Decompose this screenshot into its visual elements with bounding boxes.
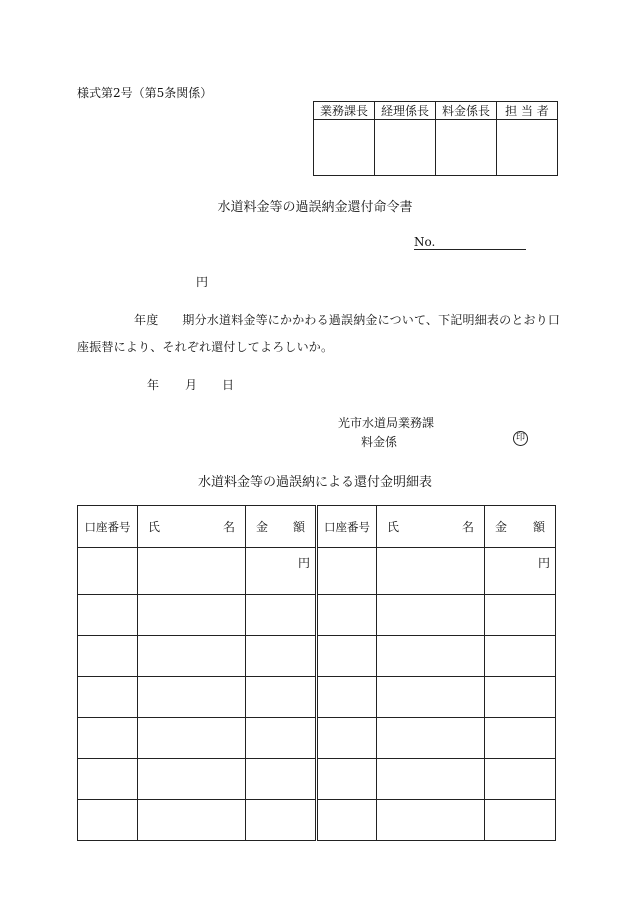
refund-detail-table: [77, 505, 556, 841]
name-cell[interactable]: [377, 548, 485, 595]
name-header-left: 氏: [387, 520, 400, 534]
table-row: [78, 636, 556, 677]
name-cell[interactable]: [138, 595, 246, 636]
amount-cell[interactable]: [246, 595, 317, 636]
account-number-cell[interactable]: [317, 718, 377, 759]
amount-header: [246, 506, 317, 548]
fiscal-year-label: 年度: [134, 313, 159, 327]
date-year-label: 年: [147, 378, 160, 392]
account-number-cell[interactable]: [317, 595, 377, 636]
amount-cell[interactable]: [246, 548, 317, 595]
name-cell[interactable]: [138, 636, 246, 677]
amount-cell[interactable]: [246, 677, 317, 718]
amount-cell[interactable]: [485, 636, 556, 677]
form-number: 様式第2号（第5条関係）: [77, 86, 213, 100]
amount-cell[interactable]: [485, 548, 556, 595]
document-number-field[interactable]: No.: [414, 236, 526, 250]
name-header-right: 名: [461, 520, 474, 534]
name-header: [377, 506, 485, 548]
table-row: [78, 718, 556, 759]
approval-box[interactable]: [314, 120, 375, 176]
name-header-left: 氏: [148, 520, 161, 534]
name-cell[interactable]: [377, 718, 485, 759]
account-number-header: 口座番号: [317, 506, 377, 548]
amount-cell[interactable]: [246, 636, 317, 677]
account-number-cell[interactable]: [78, 595, 138, 636]
name-header: [138, 506, 246, 548]
name-cell[interactable]: [138, 718, 246, 759]
amount-header: [485, 506, 556, 548]
name-cell[interactable]: [377, 800, 485, 841]
name-cell[interactable]: [138, 677, 246, 718]
approval-stamp-table: [313, 101, 558, 176]
name-header-right: 名: [222, 520, 235, 534]
account-number-cell[interactable]: [78, 548, 138, 595]
amount-header-left: 金: [256, 520, 269, 534]
sender-section: 料金係: [361, 435, 398, 449]
name-cell[interactable]: [138, 800, 246, 841]
name-cell[interactable]: [377, 759, 485, 800]
body-paragraph-line1: [134, 311, 560, 328]
amount-cell[interactable]: [246, 759, 317, 800]
sender-department: 光市水道局業務課: [338, 416, 435, 430]
account-number-cell[interactable]: [317, 800, 377, 841]
account-number-cell[interactable]: [317, 677, 377, 718]
account-number-cell[interactable]: [317, 548, 377, 595]
seal-mark-icon: 印: [513, 431, 528, 446]
approval-header-person-in-charge: 担 当 者: [497, 102, 558, 120]
approval-header-billing-chief: 料金係長: [436, 102, 497, 120]
table-row: [78, 548, 556, 595]
table-row: [78, 759, 556, 800]
name-cell[interactable]: [377, 677, 485, 718]
detail-header-row: [78, 506, 556, 548]
date-line: [147, 376, 234, 393]
approval-box[interactable]: [375, 120, 436, 176]
amount-cell[interactable]: [485, 718, 556, 759]
name-cell[interactable]: [138, 548, 246, 595]
detail-table-title: 水道料金等の過誤納による還付金明細表: [197, 475, 432, 490]
total-amount-unit: 円: [196, 275, 209, 289]
date-day-label: 日: [222, 378, 235, 392]
amount-cell[interactable]: [246, 800, 317, 841]
body-line1-text: 期分水道料金等にかかわる過誤納金について、下記明細表のとおり口: [182, 313, 561, 327]
name-cell[interactable]: [138, 759, 246, 800]
account-number-cell[interactable]: [78, 800, 138, 841]
account-number-cell[interactable]: [317, 759, 377, 800]
account-number-header: 口座番号: [78, 506, 138, 548]
name-cell[interactable]: [377, 595, 485, 636]
approval-box[interactable]: [436, 120, 497, 176]
amount-cell[interactable]: [485, 677, 556, 718]
amount-unit-label: 円: [297, 556, 310, 570]
account-number-cell[interactable]: [78, 718, 138, 759]
approval-header-accounting-chief: 経理係長: [375, 102, 436, 120]
amount-unit-label: 円: [537, 556, 550, 570]
approval-box[interactable]: [497, 120, 558, 176]
document-title: 水道料金等の過誤納金還付命令書: [217, 200, 413, 215]
account-number-cell[interactable]: [78, 759, 138, 800]
body-paragraph-line2: 座振替により、それぞれ還付してよろしいか。: [77, 340, 334, 354]
amount-cell[interactable]: [485, 800, 556, 841]
amount-header-right: 額: [532, 520, 545, 534]
amount-cell[interactable]: [246, 718, 317, 759]
table-row: [78, 800, 556, 841]
account-number-cell[interactable]: [78, 636, 138, 677]
table-row: [78, 677, 556, 718]
name-cell[interactable]: [377, 636, 485, 677]
approval-header-business-manager: 業務課長: [314, 102, 375, 120]
amount-header-left: 金: [495, 520, 508, 534]
amount-header-right: 額: [292, 520, 305, 534]
date-month-label: 月: [185, 378, 198, 392]
amount-cell[interactable]: [485, 595, 556, 636]
account-number-cell[interactable]: [317, 636, 377, 677]
account-number-cell[interactable]: [78, 677, 138, 718]
table-row: [78, 595, 556, 636]
amount-cell[interactable]: [485, 759, 556, 800]
